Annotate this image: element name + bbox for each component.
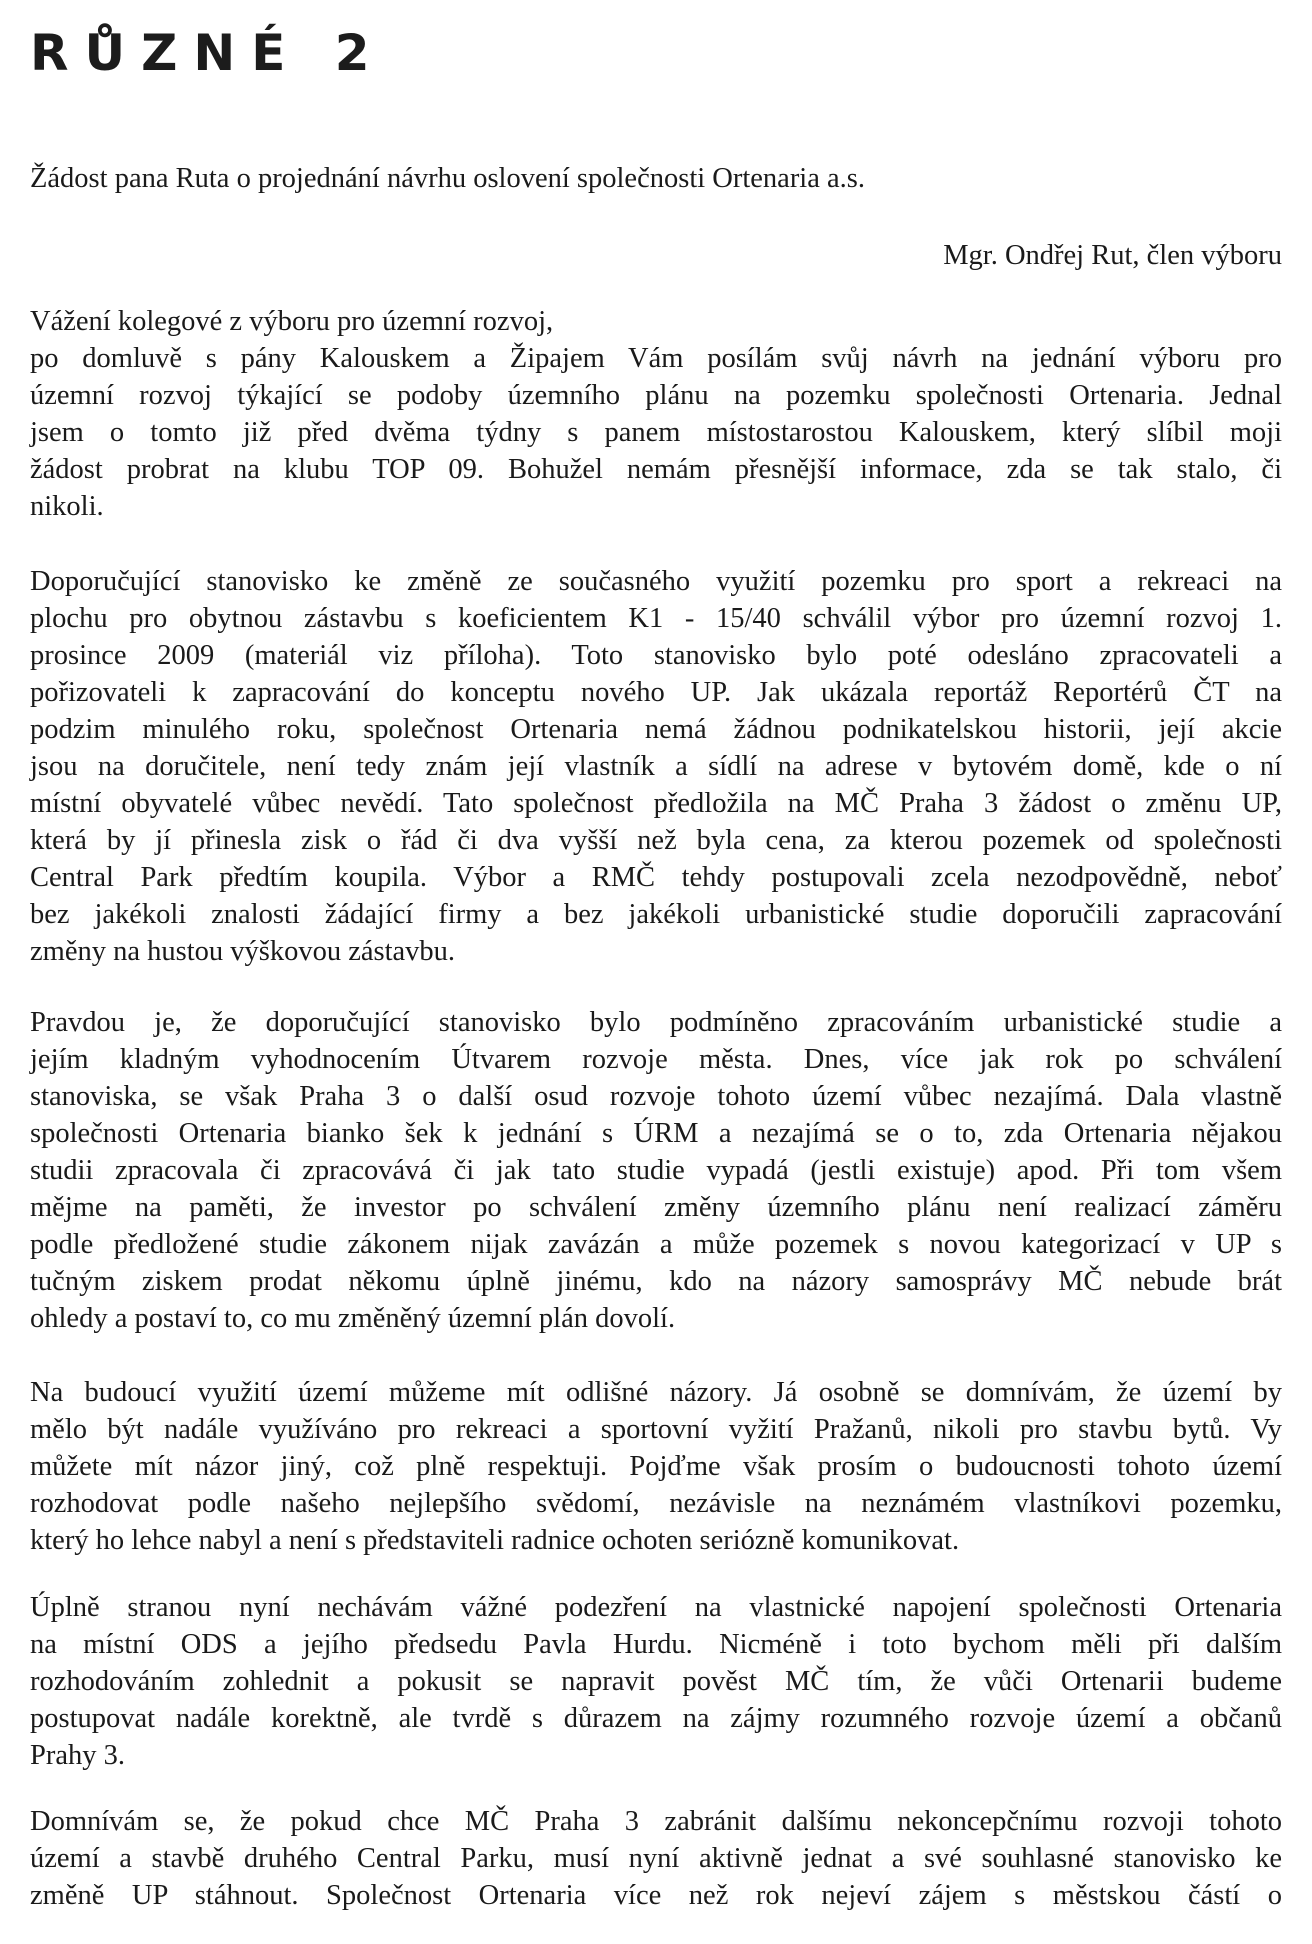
paragraph-line: změně UP stáhnout. Společnost Ortenaria více než rok nejeví zájem s městskou částí o: [30, 1880, 1282, 1911]
paragraph-line: po domluvě s pány Kalouskem a Žipajem Vám posílám svůj návrh na jednání výboru pro: [30, 343, 1282, 374]
paragraph-line: společnosti Ortenaria bianko šek k jednání s ÚRM a nezajímá se o to, zda Ortenaria nějakou: [30, 1118, 1282, 1149]
paragraph-line: ohledy a postaví to, co mu změněný územní plán dovolí.: [30, 1303, 676, 1334]
paragraph-line: mělo být nadále využíváno pro rekreaci a sportovní vyžití Pražanů, nikoli pro stavbu bytů. Vy: [30, 1414, 1282, 1445]
paragraph-line: Úplně stranou nyní nechávám vážné podezření na vlastnické napojení společnosti Ortenaria: [30, 1592, 1282, 1623]
paragraph-line: změny na hustou výškovou zástavbu.: [30, 936, 456, 967]
paragraph-line: Domnívám se, že pokud chce MČ Praha 3 zabránit dalšímu nekoncepčnímu rozvoji tohoto: [30, 1806, 1282, 1837]
paragraph-line: Central Park předtím koupila. Výbor a RMČ tehdy postupovali zcela nezodpovědně, neboť: [30, 862, 1282, 893]
paragraph-6: [30, 1803, 1282, 1914]
paragraph-line: rozhodovat podle našeho nejlepšího svědomí, nezávisle na neznámém vlastníkovi pozemku,: [30, 1488, 1282, 1519]
paragraph-line: nikoli.: [30, 491, 104, 522]
paragraph-4: [30, 1374, 1282, 1559]
paragraph-line: jsem o tomto již před dvěma týdny s panem místostarostou Kalouskem, který slíbil moji: [30, 417, 1282, 448]
paragraph-line: místní obyvatelé vůbec nevědí. Tato společnost předložila na MČ Praha 3 žádost o změnu UP,: [30, 788, 1282, 819]
paragraph-line: rozhodováním zohlednit a pokusit se napravit pověst MČ tím, že vůči Ortenarii budeme: [30, 1666, 1282, 1697]
paragraph-line: Prahy 3.: [30, 1740, 125, 1771]
paragraph-line: prosince 2009 (materiál viz příloha). Toto stanovisko bylo poté odesláno zpracovateli a: [30, 640, 1282, 671]
paragraph-line: podle předložené studie zákonem nijak zavázán a může pozemek s novou kategorizací v UP s: [30, 1229, 1282, 1260]
paragraph-line: jsou na doručitele, není tedy znám její vlastník a sídlí na adrese v bytovém domě, kde o ní: [30, 751, 1282, 782]
paragraph-5: [30, 1589, 1282, 1774]
paragraph-line: který ho lehce nabyl a není s představiteli radnice ochoten seriózně komunikovat.: [30, 1525, 960, 1556]
paragraph-3: [30, 1004, 1282, 1337]
paragraph-line: stanoviska, se však Praha 3 o další osud rozvoje tohoto území vůbec nezajímá. Dala vlastně: [30, 1081, 1282, 1112]
paragraph-line: Doporučující stanovisko ke změně ze současného využití pozemku pro sport a rekreaci na: [30, 566, 1282, 597]
paragraph-line: jejím kladným vyhodnocením Útvarem rozvoje města. Dnes, více jak rok po schválení: [30, 1044, 1282, 1075]
paragraph-line: tučným ziskem prodat někomu úplně jinému, kdo na názory samosprávy MČ nebude brát: [30, 1266, 1282, 1297]
subject-line: Žádost pana Ruta o projednání návrhu oslovení společnosti Ortenaria a.s.: [30, 163, 865, 194]
paragraph-line: mějme na paměti, že investor po schválení změny územního plánu není realizací záměru: [30, 1192, 1282, 1223]
paragraph-1: [30, 303, 1282, 525]
paragraph-line: podzim minulého roku, společnost Ortenaria nemá žádnou podnikatelskou historii, její akcie: [30, 714, 1282, 745]
paragraph-line: pořizovateli k zapracování do konceptu nového UP. Jak ukázala reportáž Reportérů ČT na: [30, 677, 1282, 708]
paragraph-line: území a stavbě druhého Central Parku, musí nyní aktivně jednat a své souhlasné stanovisko ke: [30, 1843, 1282, 1874]
author-signature: Mgr. Ondřej Rut, člen výboru: [943, 240, 1282, 271]
paragraph-line: na místní ODS a jejího předsedu Pavla Hurdu. Nicméně i toto bychom měli při dalším: [30, 1629, 1282, 1660]
paragraph-line: bez jakékoli znalosti žádající firmy a bez jakékoli urbanistické studie doporučili zapracování: [30, 899, 1282, 930]
paragraph-line: územní rozvoj týkající se podoby územního plánu na pozemku společnosti Ortenaria. Jednal: [30, 380, 1282, 411]
paragraph-line: můžete mít názor jiný, což plně respektuji. Pojďme však prosím o budoucnosti tohoto území: [30, 1451, 1282, 1482]
paragraph-line: Vážení kolegové z výboru pro územní rozvoj,: [30, 306, 554, 337]
paragraph-line: studii zpracovala či zpracovává či jak tato studie vypadá (jestli existuje) apod. Při tom všem: [30, 1155, 1282, 1186]
paragraph-line: plochu pro obytnou zástavbu s koeficientem K1 - 15/40 schválil výbor pro územní rozvoj 1.: [30, 603, 1282, 634]
paragraph-line: která by jí přinesla zisk o řád či dva vyšší než byla cena, za kterou pozemek od společnosti: [30, 825, 1282, 856]
page-title: RŮZNÉ 2: [30, 24, 386, 82]
paragraph-line: Pravdou je, že doporučující stanovisko bylo podmíněno zpracováním urbanistické studie a: [30, 1007, 1282, 1038]
paragraph-line: žádost probrat na klubu TOP 09. Bohužel nemám přesnější informace, zda se tak stalo, či: [30, 454, 1282, 485]
paragraph-2: [30, 563, 1282, 970]
paragraph-line: Na budoucí využití území můžeme mít odlišné názory. Já osobně se domnívám, že území by: [30, 1377, 1282, 1408]
paragraph-line: postupovat nadále korektně, ale tvrdě s důrazem na zájmy rozumného rozvoje území a občanů: [30, 1703, 1282, 1734]
